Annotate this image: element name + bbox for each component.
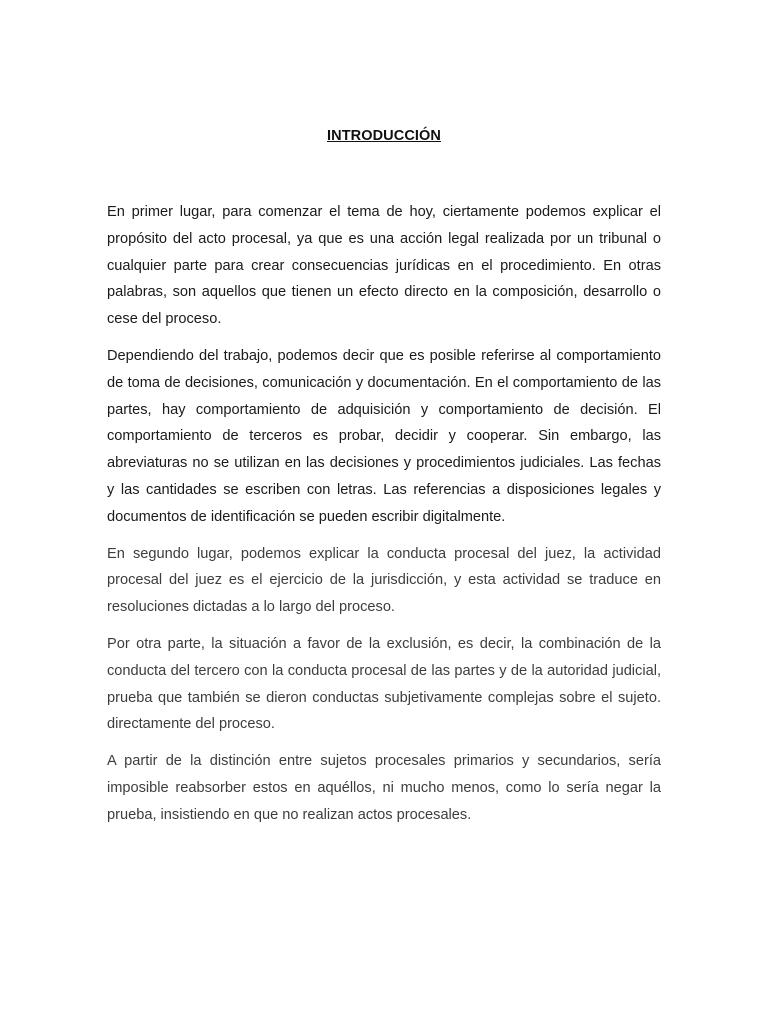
paragraph-3: En segundo lugar, podemos explicar la conducta procesal del juez, la actividad procesal del juez es el ejercicio de la jurisdicción, y esta actividad se traduce en resoluciones dictadas a lo largo del proceso.: [107, 545, 661, 616]
paragraph-1: En primer lugar, para comenzar el tema de hoy, ciertamente podemos explicar el propósito del acto procesal, ya que es una acción legal realizada por un tribunal o cualquier parte para crear consecuencias jurídicas en el procedimiento. En otras palabras, son aquellos que tienen un efecto directo en la composición, desarrollo o cese del proceso.: [107, 204, 661, 328]
paragraph-5: A partir de la distinción entre sujetos procesales primarios y secundarios, sería imposible reabsorber estos en aquéllos, ni mucho menos, como lo sería negar la prueba, insistiendo en que no realizan actos procesales.: [107, 753, 661, 823]
paragraph-2: Dependiendo del trabajo, podemos decir que es posible referirse al comportamiento de toma de decisiones, comunicación y documentación. En el comportamiento de las partes, hay comportamiento de adquisición y comportamiento de decisión. El comportamiento de terceros es probar, decidir y cooperar. Sin embargo, las abreviaturas no se utilizan en las decisiones y procedimientos judiciales. Las fechas y las cantidades se escriben con letras. Las referencias a disposiciones legales y documentos de identificación se pueden escribir digitalmente.: [107, 347, 661, 525]
paragraph-4: Por otra parte, la situación a favor de la exclusión, es decir, la combinación de la conducta del tercero con la conducta procesal de las partes y de la autoridad judicial, prueba que también se dieron conductas subjetivamente complejas sobre el sujeto. directamente del proceso.: [107, 635, 661, 733]
document-body: [107, 199, 661, 839]
document-title: INTRODUCCIÓN: [327, 128, 441, 144]
